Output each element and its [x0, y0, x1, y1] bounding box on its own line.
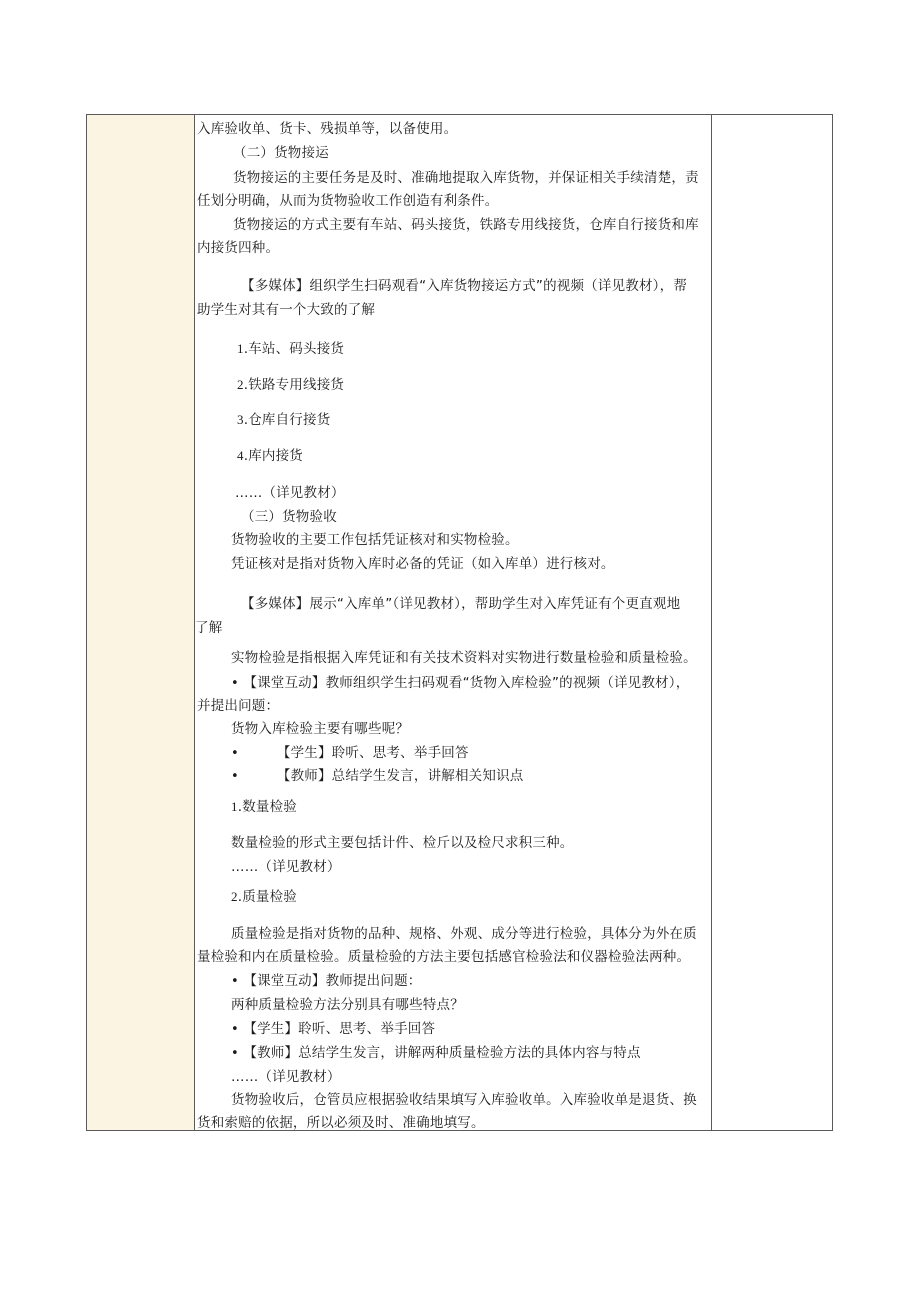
paragraph-line: 内接货四种。	[197, 240, 280, 256]
bullet-text: 【课堂互动】教师提出问题：	[243, 973, 422, 989]
paragraph-line: 任划分明确，从而为货物验收工作创造有利条件。	[197, 193, 499, 209]
bullet-icon: •	[231, 676, 239, 691]
list-text: .库内接货	[243, 448, 303, 464]
multimedia-note: 【多媒体】展示“入库单”（详见教材），帮助学生对入库凭证有个更直观地	[241, 596, 681, 612]
content-cell	[195, 115, 711, 1130]
bullet-item	[231, 745, 469, 762]
multimedia-note: 了解	[195, 620, 223, 636]
list-number: 4	[237, 448, 244, 463]
see-textbook-note: ……（详见教材）	[235, 485, 345, 501]
paragraph-line: 数量检验的形式主要包括计件、检斤以及检尺求积三种。	[231, 835, 574, 851]
multimedia-note: 【多媒体】组织学生扫码观看“入库货物接运方式”的视频（详见教材），帮	[241, 278, 688, 294]
bullet-text: 【学生】聆听、思考、举手回答	[243, 1021, 436, 1037]
section-heading: （三）货物验收	[241, 509, 337, 525]
bullet-text: 【教师】总结学生发言，讲解相关知识点	[276, 768, 524, 784]
bullet-text: 【课堂互动】教师组织学生扫码观看“货物入库检验”的视频（详见教材），	[243, 675, 690, 691]
list-number: 2	[231, 889, 238, 904]
list-item	[231, 889, 297, 905]
right-column-cell	[711, 115, 832, 1130]
bullet-item	[231, 1045, 641, 1062]
list-text: .数量检验	[237, 799, 297, 815]
list-number: 1	[237, 341, 244, 356]
paragraph-line: 量检验和内在质量检验。质量检验的方法主要包括感官检验法和仪器检验法两种。	[197, 949, 691, 965]
list-text: .车站、码头接货	[243, 341, 345, 357]
list-text: .仓库自行接货	[243, 412, 331, 428]
list-item	[237, 377, 344, 393]
paragraph-line: 货物接运的方式主要有车站、码头接货，铁路专用线接货，仓库自行接货和库	[233, 217, 699, 233]
paragraph-line: 实物检验是指根据入库凭证和有关技术资料对实物进行数量检验和质量检验。	[231, 650, 697, 666]
list-item	[231, 799, 297, 815]
paragraph-line: 凭证核对是指对货物入库时必备的凭证（如入库单）进行核对。	[231, 556, 615, 572]
see-textbook-note: ……（详见教材）	[231, 859, 341, 875]
list-text: .质量检验	[237, 889, 297, 905]
paragraph-line: 货物验收后，仓管员应根据验收结果填写入库验收单。入库验收单是退货、换	[231, 1092, 697, 1108]
left-column-cell	[87, 115, 195, 1130]
bullet-text: 【教师】总结学生发言，讲解两种质量检验方法的具体内容与特点	[243, 1045, 641, 1061]
bullet-item	[231, 768, 523, 785]
list-number: 3	[237, 412, 244, 427]
paragraph-line: 货物接运的主要任务是及时、准确地提取入库货物，并保证相关手续清楚，责	[233, 170, 699, 186]
bullet-icon: •	[231, 1046, 239, 1061]
list-item	[237, 412, 330, 428]
list-number: 1	[231, 799, 238, 814]
multimedia-note: 助学生对其有一个大致的了解	[197, 302, 376, 318]
paragraph-line: 货和索赔的依据，所以必须及时、准确地填写。	[197, 1115, 485, 1131]
section-heading: （二）货物接运	[233, 145, 329, 161]
paragraph-line: 货物验收的主要工作包括凭证核对和实物检验。	[231, 532, 519, 548]
list-item	[237, 341, 344, 357]
bullet-item	[231, 973, 421, 990]
lesson-table	[86, 114, 833, 1131]
bullet-icon: •	[231, 974, 239, 989]
bullet-icon: •	[231, 746, 239, 761]
paragraph-line: 货物入库检验主要有哪些呢？	[231, 721, 410, 737]
paragraph-line: 质量检验是指对货物的品种、规格、外观、成分等进行检验，具体分为外在质	[231, 926, 697, 942]
list-text: .铁路专用线接货	[243, 377, 345, 393]
paragraph-line: 入库验收单、货卡、残损单等，以备使用。	[197, 121, 458, 137]
list-item	[237, 448, 303, 464]
bullet-item	[231, 1021, 435, 1038]
list-number: 2	[237, 377, 244, 392]
bullet-text: 【学生】聆听、思考、举手回答	[276, 745, 469, 761]
bullet-icon: •	[231, 1022, 239, 1037]
paragraph-line: 两种质量检验方法分别具有哪些特点？	[231, 997, 464, 1013]
bullet-icon: •	[231, 769, 239, 784]
see-textbook-note: ……（详见教材）	[231, 1069, 341, 1085]
paragraph-line: 并提出问题：	[197, 698, 280, 714]
bullet-item	[231, 675, 689, 692]
